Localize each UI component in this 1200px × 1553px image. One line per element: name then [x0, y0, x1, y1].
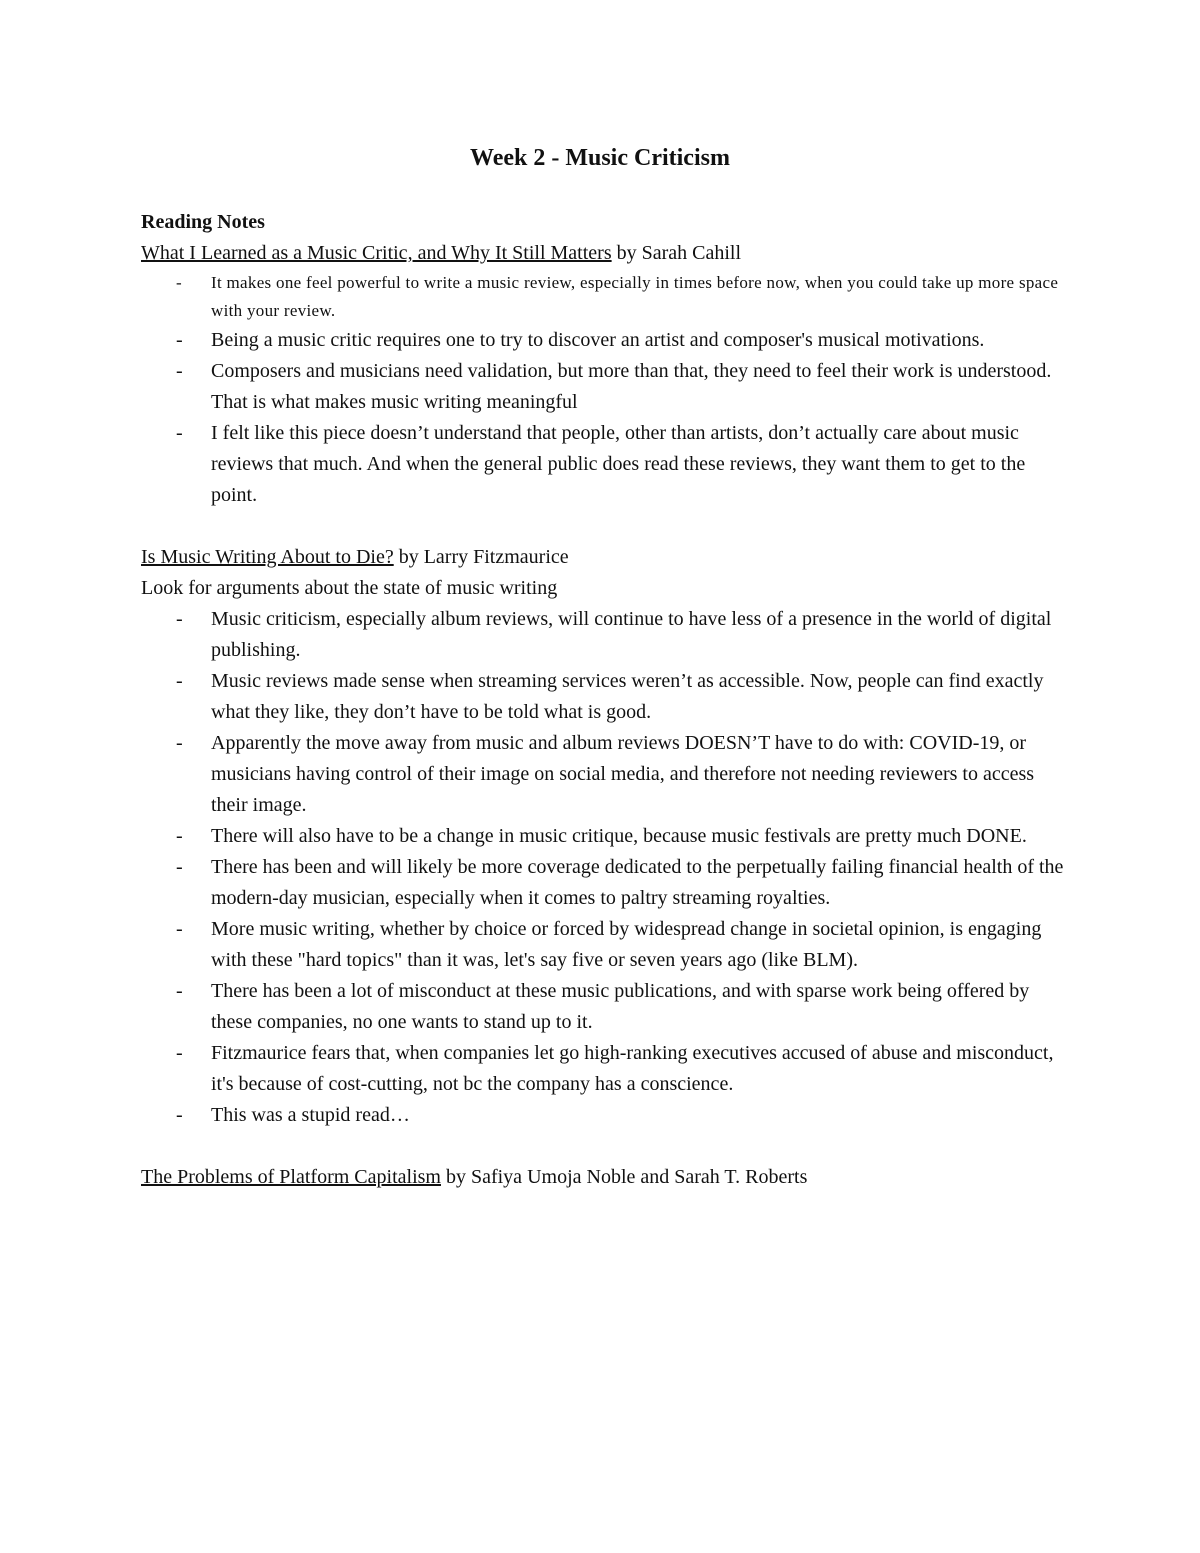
bullet-dash: -	[176, 856, 183, 878]
note-text: There has been a lot of misconduct at these music publications, and with sparse work being offered by these companies, no one wants to stand up to it.	[211, 980, 1030, 1033]
paragraph-gap	[141, 511, 1071, 542]
reading-1-note-3	[141, 356, 1071, 418]
reading-3-byline: by Safiya Umoja Noble and Sarah T. Roberts	[440, 1166, 808, 1188]
bullet-dash: -	[176, 980, 183, 1002]
note-text: More music writing, whether by choice or forced by widespread change in societal opinion, is engaging with these "hard topics" than it was, let's say five or seven years ago (like BLM).	[211, 918, 1042, 971]
reading-2-title: Is Music Writing About to Die?	[141, 546, 394, 568]
reading-2-note-1	[141, 604, 1071, 666]
reading-2-note-9	[141, 1100, 1071, 1131]
reading-2-intro: Look for arguments about the state of music writing	[141, 577, 558, 599]
note-text: Apparently the move away from music and album reviews DOESN’T have to do with: COVID-19, or musicians having control of their image on social media, and therefore not needing reviewers to access their image.	[211, 732, 1035, 816]
reading-2-note-5	[141, 852, 1071, 914]
bullet-dash: -	[176, 273, 182, 292]
reading-2-note-7	[141, 976, 1071, 1038]
note-text: Being a music critic requires one to try to discover an artist and composer's musical motivations.	[211, 329, 985, 351]
bullet-dash: -	[176, 1042, 183, 1064]
reading-1-note-1	[141, 269, 1071, 325]
reading-3-title: The Problems of Platform Capitalism	[141, 1166, 441, 1188]
note-text: Composers and musicians need validation, but more than that, they need to feel their work is understood. That is what makes music writing meaningful	[211, 360, 1052, 413]
reading-1-byline: by Sarah Cahill	[611, 242, 742, 264]
reading-1-note-2	[141, 325, 1071, 356]
bullet-dash: -	[176, 1104, 183, 1126]
bullet-dash: -	[176, 825, 183, 847]
reading-1-note-4	[141, 418, 1071, 511]
note-text: Fitzmaurice fears that, when companies let go high-ranking executives accused of abuse and misconduct, it's because of cost-cutting, not bc the company has a conscience.	[211, 1042, 1054, 1095]
reading-1-notes	[141, 269, 1071, 511]
reading-2-note-6	[141, 914, 1071, 976]
bullet-dash: -	[176, 608, 183, 630]
paragraph-gap	[141, 1131, 1071, 1162]
document-body	[141, 207, 1071, 1193]
bullet-dash: -	[176, 918, 183, 940]
note-text: Music reviews made sense when streaming services weren’t as accessible. Now, people can find exactly what they like, they don’t have to be told what is good.	[211, 670, 1044, 723]
reading-2-note-4	[141, 821, 1071, 852]
reading-2-byline: by Larry Fitzmaurice	[393, 546, 569, 568]
note-text: There will also have to be a change in music critique, because music festivals are pretty much DONE.	[211, 825, 1027, 847]
reading-2-note-2	[141, 666, 1071, 728]
note-text: Music criticism, especially album reviews, will continue to have less of a presence in the world of digital publishing.	[211, 608, 1052, 661]
reading-2-note-3	[141, 728, 1071, 821]
reading-2-notes	[141, 604, 1071, 1131]
bullet-dash: -	[176, 732, 183, 754]
section-heading-reading-notes: Reading Notes	[141, 211, 265, 233]
reading-2-citation	[141, 542, 1071, 573]
note-text: It makes one feel powerful to write a music review, especially in times before now, when you could take up more space with your review.	[211, 273, 1059, 320]
bullet-dash: -	[176, 360, 183, 382]
bullet-dash: -	[176, 670, 183, 692]
bullet-dash: -	[176, 329, 183, 351]
reading-3-citation	[141, 1162, 1071, 1193]
note-text: There has been and will likely be more coverage dedicated to the perpetually failing financial health of the modern-day musician, especially when it comes to paltry streaming royalties.	[211, 856, 1064, 909]
note-text: This was a stupid read…	[211, 1104, 410, 1126]
note-text: I felt like this piece doesn’t understand that people, other than artists, don’t actually care about music reviews that much. And when the general public does read these reviews, they want them to get to the point.	[211, 422, 1026, 506]
document-title: Week 2 - Music Criticism	[470, 145, 730, 171]
reading-2-note-8	[141, 1038, 1071, 1100]
reading-1-title: What I Learned as a Music Critic, and Why It Still Matters	[141, 242, 612, 264]
bullet-dash: -	[176, 422, 183, 444]
reading-1-citation	[141, 238, 1071, 269]
